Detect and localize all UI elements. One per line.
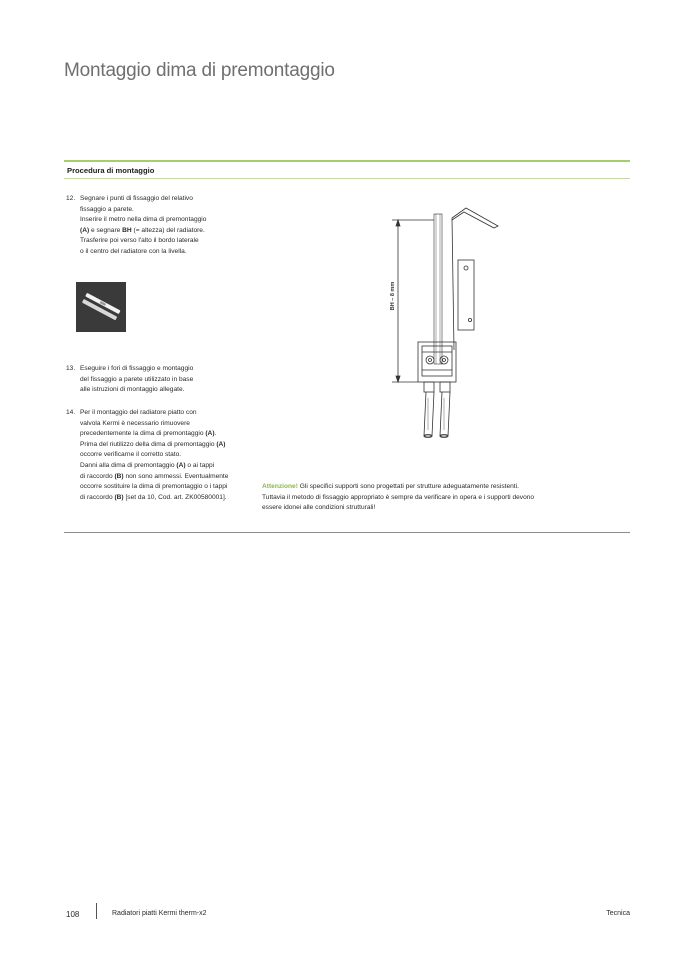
page-number: 108	[66, 910, 80, 919]
mounting-template-drawing	[378, 200, 518, 450]
footer-section: Tecnica	[606, 910, 630, 917]
attention-note	[262, 482, 534, 514]
step-line: (A) e segnare BH (= altezza) del radiatore.	[80, 226, 205, 234]
dimension-label: BH – 8 mm	[390, 281, 396, 311]
page-title: Montaggio dima di premontaggio	[64, 60, 335, 81]
step-line: di raccordo (B) non sono ammessi. Eventualmente	[80, 472, 229, 480]
footer-product: Radiatori piatti Kermi therm-x2	[112, 910, 207, 917]
step-line: o il centro del radiatore con la livella.	[80, 247, 187, 255]
step-line: Inserire il metro nella dima di premontaggio	[80, 216, 207, 224]
step-line: valvola Kermi è necessario rimuovere	[80, 419, 190, 427]
spirit-level-icon	[76, 282, 126, 332]
attention-text: essere idonei alle condizioni strutturali!	[262, 504, 376, 512]
step-line: fissaggio a parete.	[80, 205, 134, 213]
step-line: occorre sostituire la dima di premontaggio o i tappi	[80, 483, 228, 491]
step-number: 12.	[66, 195, 76, 202]
section-bottom-rule	[64, 532, 630, 533]
section-header	[64, 164, 630, 179]
section-header-label: Procedura di montaggio	[67, 166, 155, 175]
attention-label: Attenzione!	[262, 483, 298, 490]
step-14	[66, 408, 228, 503]
step-12	[66, 194, 206, 258]
step-line: occorre verificarne il corretto stato.	[80, 451, 182, 459]
step-line: Danni alla dima di premontaggio (A) o ai tappi	[80, 461, 215, 469]
step-line: alle istruzioni di montaggio allegate.	[80, 386, 185, 394]
step-line: Trasferire poi verso l'alto il bordo laterale	[80, 237, 199, 245]
step-line: Eseguire i fori di fissaggio e montaggio	[80, 365, 194, 372]
step-13	[66, 364, 193, 396]
step-line: del fissaggio a parete utilizzato in base	[80, 375, 194, 383]
step-line: precedentemente la dima di premontaggio (A).	[80, 430, 217, 438]
section-top-rule	[64, 160, 630, 162]
step-number: 13.	[66, 365, 76, 372]
attention-text: Gli specifici supporti sono progettati per strutture adeguatamente resistenti.	[297, 483, 519, 490]
attention-text: Tuttavia il metodo di fissaggio appropriato è sempre da verificare in opera e i supporti devono	[262, 493, 535, 501]
footer-separator	[96, 903, 97, 919]
step-line: Per il montaggio del radiatore piatto con	[80, 409, 197, 416]
step-line: di raccordo (B) [set da 10, Cod. art. ZK00580001].	[80, 493, 227, 501]
step-line: Segnare i punti di fissaggio del relativo	[80, 195, 193, 202]
step-number: 14.	[66, 409, 76, 416]
step-line: Prima del riutilizzo della dima di premontaggio (A)	[80, 440, 226, 448]
